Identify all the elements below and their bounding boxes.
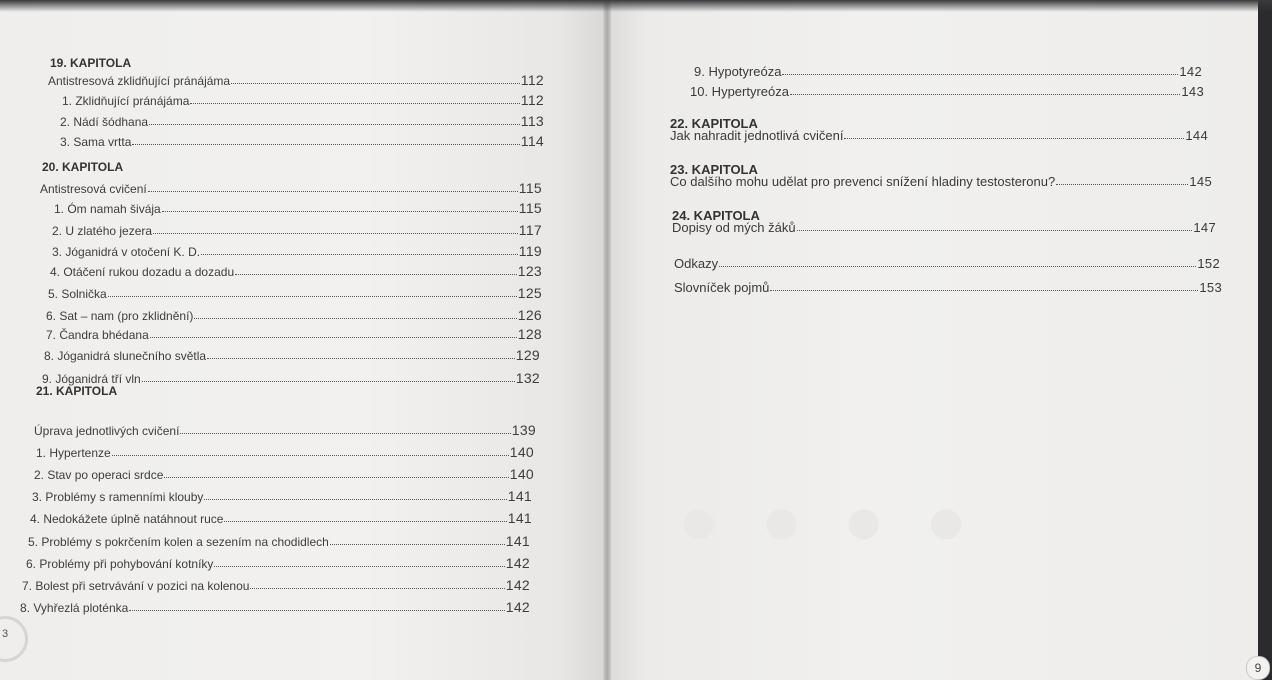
toc-entry: 1. Óm namah šivája 115 xyxy=(54,200,542,216)
chapter-heading: 20. KAPITOLA xyxy=(42,160,124,174)
toc-entry: 4. Otáčení rukou dozadu a dozadu 123 xyxy=(50,263,542,279)
toc-entry: 7. Bolest při setrvávání v pozici na kolenou 142 xyxy=(22,577,530,593)
faint-background-ornament: ●●●● xyxy=(678,481,1008,559)
chapter-heading: 19. KAPITOLA xyxy=(50,56,132,70)
toc-entry: 1. Hypertenze 140 xyxy=(36,444,534,460)
page-number: 9 xyxy=(1246,656,1270,680)
toc-entry: 5. Solnička 125 xyxy=(48,285,542,301)
toc-entry: 10. Hypertyreóza 143 xyxy=(690,84,1204,99)
toc-entry: 8. Vyhřezlá ploténka 142 xyxy=(20,599,530,615)
toc-entry: 3. Jóganidrá v otočení K. D. 119 xyxy=(52,243,542,259)
toc-entry: 7. Čandra bhédana 128 xyxy=(46,326,542,342)
toc-entry: Úprava jednotlivých cvičení 139 xyxy=(34,422,536,438)
chapter-heading: 23. KAPITOLA xyxy=(670,162,758,177)
chapter-heading: 24. KAPITOLA xyxy=(672,208,760,223)
chapter-heading: 22. KAPITOLA xyxy=(670,116,758,131)
toc-entry: Slovníček pojmů 153 xyxy=(674,280,1222,295)
toc-entry: 5. Problémy s pokrčením kolen a sezením na chodidlech 141 xyxy=(28,533,530,549)
toc-entry: 9. Jóganidrá tří vln 132 xyxy=(42,370,540,386)
toc-entry: 2. Nádí šódhana 113 xyxy=(60,113,544,129)
toc-entry: 3. Problémy s ramenními klouby 141 xyxy=(32,488,532,504)
toc-entry: Co dalšího mohu udělat pro prevenci snížení hladiny testosteronu? 145 xyxy=(670,174,1212,189)
left-page-number: 3 xyxy=(2,628,9,640)
toc-entry: 2. U zlatého jezera 117 xyxy=(52,222,542,238)
toc-entry: Antistresová zklidňující pránájáma 112 xyxy=(48,72,544,88)
chapter-heading: 21. KAPITOLA xyxy=(36,384,118,398)
toc-entry: Jak nahradit jednotlivá cvičení 144 xyxy=(670,128,1208,143)
toc-entry: Dopisy od mých žáků 147 xyxy=(672,220,1216,235)
toc-entry: 6. Problémy při pohybování kotníky 142 xyxy=(26,555,530,571)
toc-entry: 4. Nedokážete úplně natáhnout ruce 141 xyxy=(30,510,532,526)
toc-entry: Odkazy 152 xyxy=(674,256,1220,271)
toc-entry: 1. Zklidňující pránájáma 112 xyxy=(62,92,544,108)
toc-entry: 6. Sat – nam (pro zklidnění) 126 xyxy=(46,307,542,323)
toc-entry: 9. Hypotyreóza 142 xyxy=(694,64,1202,79)
toc-entry: 3. Sama vrtta 114 xyxy=(60,133,544,149)
toc-entry: Antistresová cvičení 115 xyxy=(40,180,542,196)
toc-entry: 8. Jóganidrá slunečního světla 129 xyxy=(44,347,540,363)
toc-entry: 2. Stav po operaci srdce 140 xyxy=(34,466,534,482)
